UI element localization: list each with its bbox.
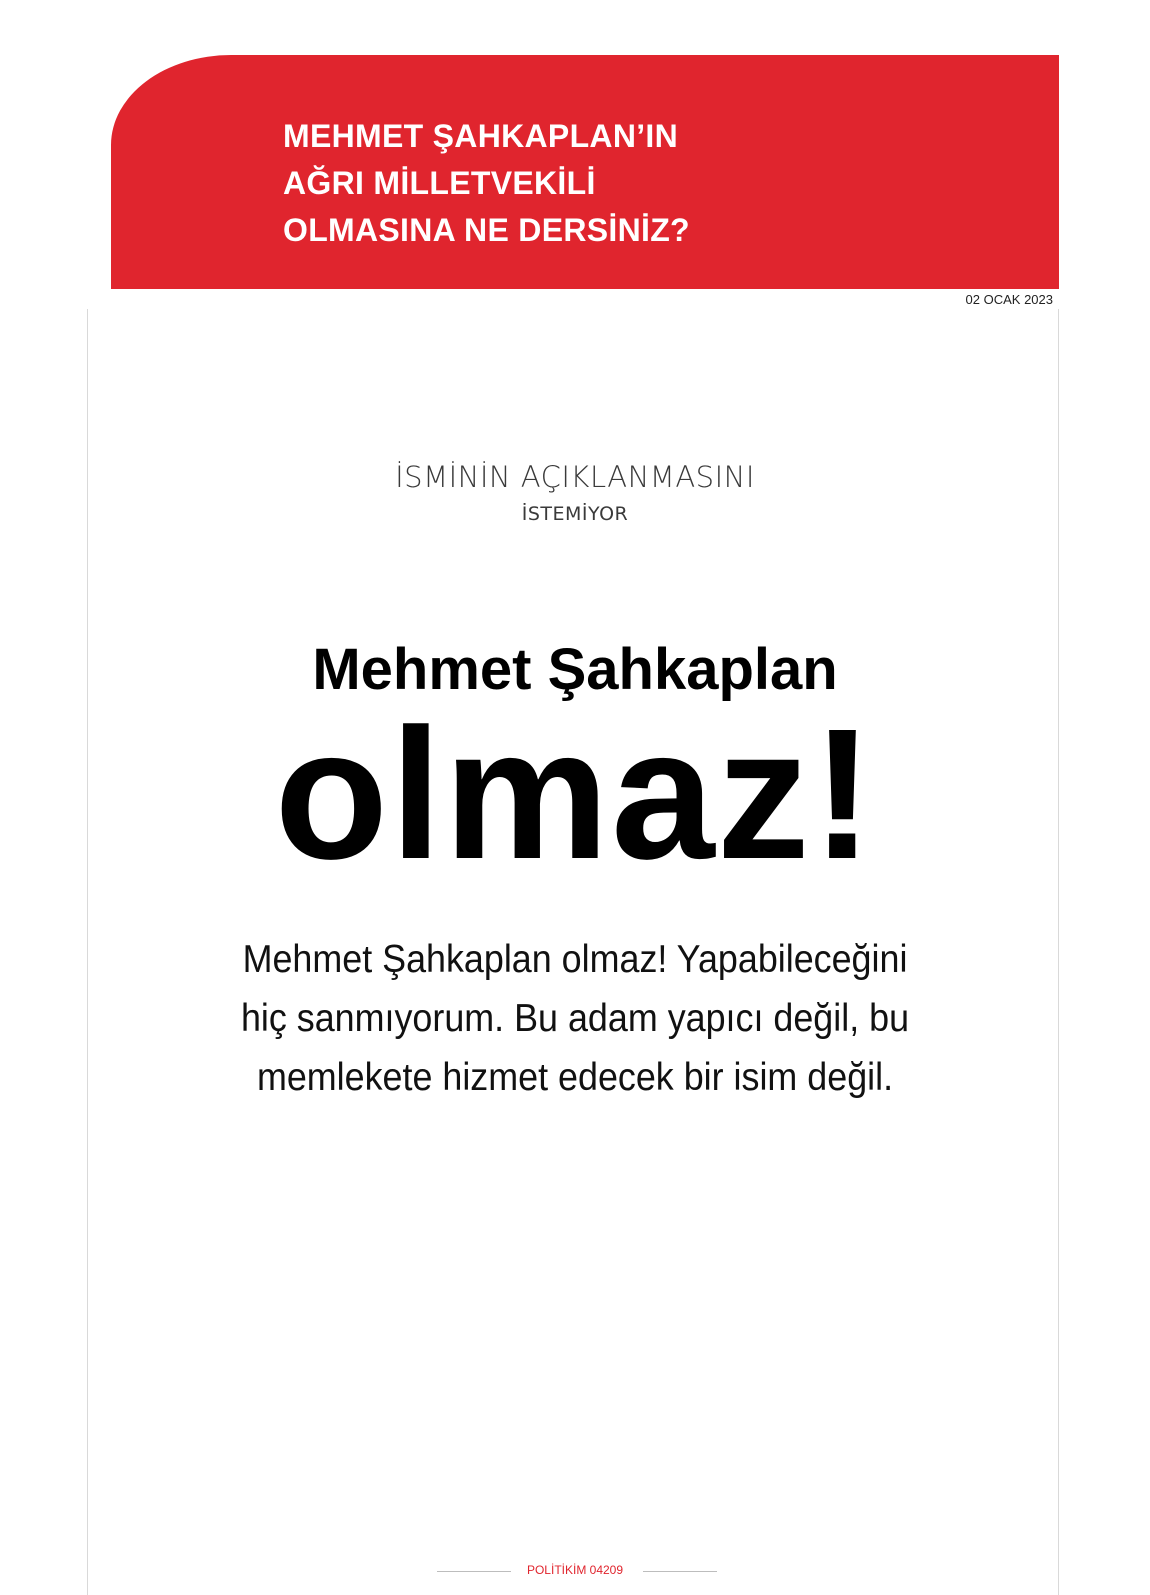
headline-line-3: OLMASINA NE DERSİNİZ? (283, 212, 690, 248)
quote-verdict: olmaz! (274, 691, 876, 898)
header-banner (111, 55, 1059, 289)
headline-line-2: AĞRI MİLLETVEKİLİ (283, 165, 596, 201)
body-line-1: Mehmet Şahkaplan olmaz! Yapabileceğini (242, 938, 908, 981)
quote-subject: Mehmet Şahkaplan (312, 637, 838, 702)
source-label-line-2: İSTEMİYOR (521, 503, 629, 525)
footer-label: POLİTİKİM 04209 (526, 1563, 624, 1577)
page-border-right (1058, 309, 1059, 1595)
headline (283, 113, 690, 254)
body-paragraph (230, 930, 920, 1107)
source-label-line-1: İSMİNİN AÇIKLANMASINI (395, 460, 755, 494)
footer (0, 1561, 1150, 1581)
publish-date: 02 OCAK 2023 (965, 292, 1053, 307)
headline-line-1: MEHMET ŞAHKAPLAN’IN (283, 118, 679, 154)
footer-divider-right (643, 1571, 717, 1572)
page-border-left (87, 309, 88, 1595)
body-line-2: hiç sanmıyorum. Bu adam yapıcı değil, bu (240, 997, 910, 1040)
body-line-3: memlekete hizmet edecek bir isim değil. (256, 1056, 894, 1099)
